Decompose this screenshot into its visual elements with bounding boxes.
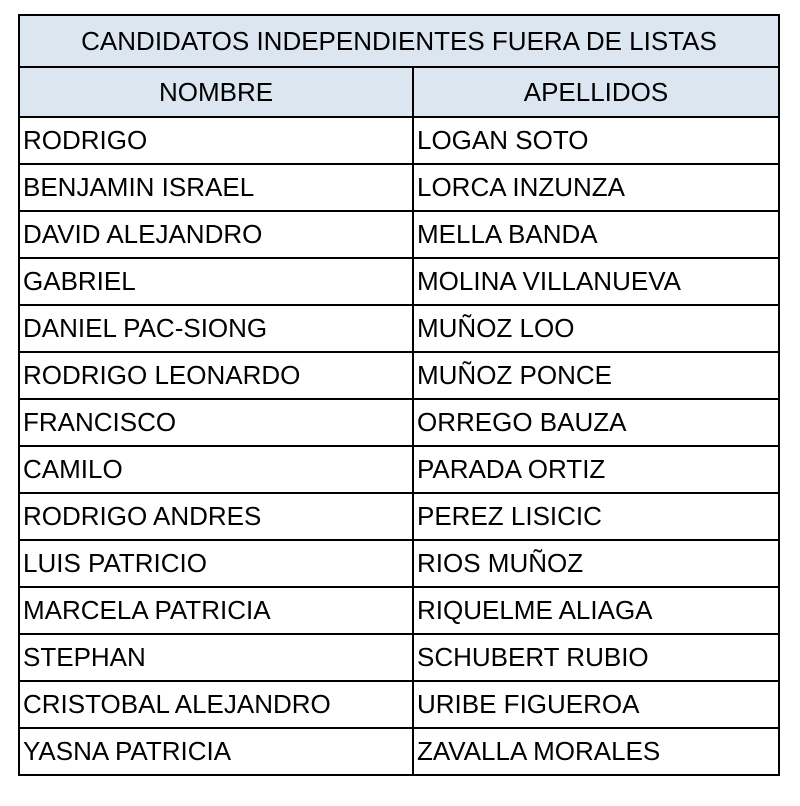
- cell-nombre: GABRIEL: [19, 258, 413, 305]
- table-row: [19, 493, 779, 540]
- table-row: [19, 352, 779, 399]
- table-row: [19, 399, 779, 446]
- table-title: CANDIDATOS INDEPENDIENTES FUERA DE LISTAS: [19, 15, 779, 67]
- cell-apellidos: PEREZ LISICIC: [413, 493, 779, 540]
- cell-apellidos: MELLA BANDA: [413, 211, 779, 258]
- cell-nombre: DANIEL PAC-SIONG: [19, 305, 413, 352]
- table-header-row: [19, 67, 779, 117]
- cell-nombre: LUIS PATRICIO: [19, 540, 413, 587]
- table-row: [19, 305, 779, 352]
- table-title-row: [19, 15, 779, 67]
- column-header-nombre: NOMBRE: [19, 67, 413, 117]
- cell-apellidos: MOLINA VILLANUEVA: [413, 258, 779, 305]
- cell-apellidos: RIQUELME ALIAGA: [413, 587, 779, 634]
- cell-nombre: MARCELA PATRICIA: [19, 587, 413, 634]
- cell-apellidos: MUÑOZ PONCE: [413, 352, 779, 399]
- cell-apellidos: PARADA ORTIZ: [413, 446, 779, 493]
- column-header-apellidos: APELLIDOS: [413, 67, 779, 117]
- table-row: [19, 634, 779, 681]
- cell-nombre: RODRIGO: [19, 117, 413, 164]
- cell-nombre: RODRIGO LEONARDO: [19, 352, 413, 399]
- cell-nombre: CAMILO: [19, 446, 413, 493]
- cell-apellidos: RIOS MUÑOZ: [413, 540, 779, 587]
- table-row: [19, 117, 779, 164]
- cell-nombre: DAVID ALEJANDRO: [19, 211, 413, 258]
- table-row: [19, 681, 779, 728]
- table-row: [19, 258, 779, 305]
- table-row: [19, 728, 779, 775]
- cell-nombre: RODRIGO ANDRES: [19, 493, 413, 540]
- cell-apellidos: SCHUBERT RUBIO: [413, 634, 779, 681]
- cell-nombre: YASNA PATRICIA: [19, 728, 413, 775]
- table-row: [19, 540, 779, 587]
- table-row: [19, 164, 779, 211]
- table-row: [19, 587, 779, 634]
- cell-apellidos: LOGAN SOTO: [413, 117, 779, 164]
- table-row: [19, 446, 779, 493]
- cell-apellidos: ZAVALLA MORALES: [413, 728, 779, 775]
- cell-apellidos: ORREGO BAUZA: [413, 399, 779, 446]
- table-body: [19, 117, 779, 775]
- candidates-table-container: [18, 14, 778, 776]
- cell-apellidos: MUÑOZ LOO: [413, 305, 779, 352]
- table-row: [19, 211, 779, 258]
- cell-nombre: BENJAMIN ISRAEL: [19, 164, 413, 211]
- candidates-table: [18, 14, 780, 776]
- cell-apellidos: URIBE FIGUEROA: [413, 681, 779, 728]
- cell-apellidos: LORCA INZUNZA: [413, 164, 779, 211]
- cell-nombre: CRISTOBAL ALEJANDRO: [19, 681, 413, 728]
- cell-nombre: FRANCISCO: [19, 399, 413, 446]
- cell-nombre: STEPHAN: [19, 634, 413, 681]
